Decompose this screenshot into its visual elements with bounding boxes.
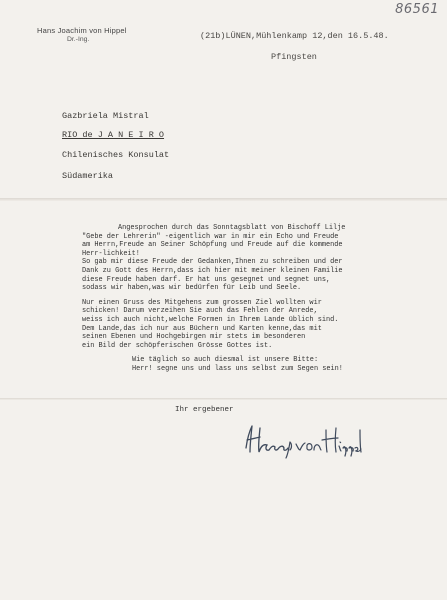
- recipient-name: Gazbriela Mistral: [62, 111, 149, 121]
- body-line: So gab mir diese Freude der Gedanken,Ihnen zu schreiben und der: [82, 258, 343, 267]
- regards-line: Ihr ergebener: [175, 406, 234, 414]
- occasion-note: Pfingsten: [271, 52, 317, 62]
- body-line: schicken! Darum verzeihen Sie auch das Fehlen der Anrede,: [82, 307, 318, 316]
- recipient-region: Südamerika: [62, 171, 114, 181]
- archive-number: 86561: [395, 2, 439, 17]
- body-line: diese Freude haben darf. Er hat uns gesegnet und segnet uns,: [82, 275, 331, 284]
- body-line: am Herrn,Freude an Seiner Schöpfung und Freude auf die kommende: [82, 241, 343, 250]
- recipient-city: RIO de J A N E I R O: [62, 130, 165, 140]
- paper-fold: [0, 198, 447, 201]
- letterhead-name: Hans Joachim von Hippel: [37, 26, 127, 35]
- body-line: Herr-lichkeit!: [82, 249, 140, 258]
- body-line: Wie täglich so auch diesmal ist unsere Bitte:: [132, 356, 319, 365]
- body-line: Angesprochen durch das Sonntagsblatt von Bischoff Lilje: [118, 224, 346, 232]
- handwritten-signature: [242, 420, 362, 460]
- body-line: "Gebe der Lehrerin" -eigentlich war in mir ein Echo und Freude: [82, 232, 339, 241]
- recipient-institution: Chilenisches Konsulat: [62, 150, 170, 160]
- dateline: (21b)LÜNEN,Mühlenkamp 12,den 16.5.48.: [200, 31, 389, 41]
- body-line: seinen Ebenen und Hochgebirgen mir stets im besonderen: [82, 333, 306, 342]
- closing-prayer: [82, 356, 437, 373]
- body-line: sodass wir haben,was wir bedürfen für Leib und Seele.: [82, 284, 302, 293]
- letterhead-title: Dr.-Ing.: [67, 36, 90, 43]
- body-line: Nur einen Gruss des Mitgehens zum grossen Ziel wollten wir: [82, 298, 322, 307]
- paragraph-2: [82, 299, 437, 351]
- body-line: weiss ich auch nicht,welche Formen in Ihrem Lande üblich sind.: [82, 315, 339, 324]
- letter-body: [82, 224, 437, 380]
- body-line: Dank zu Gott des Herrn,dass ich hier mit meiner kleinen Familie: [82, 266, 343, 275]
- body-line: Herr! segne uns und lass uns selbst zum Segen sein!: [132, 364, 343, 373]
- paragraph-1: [82, 224, 437, 293]
- body-line: Dem Lande,das ich nur aus Büchern und Karten kenne,das mit: [82, 324, 322, 333]
- body-line: ein Bild der schöpferischen Grösse Gottes ist.: [82, 341, 273, 350]
- paper-fold: [0, 398, 447, 400]
